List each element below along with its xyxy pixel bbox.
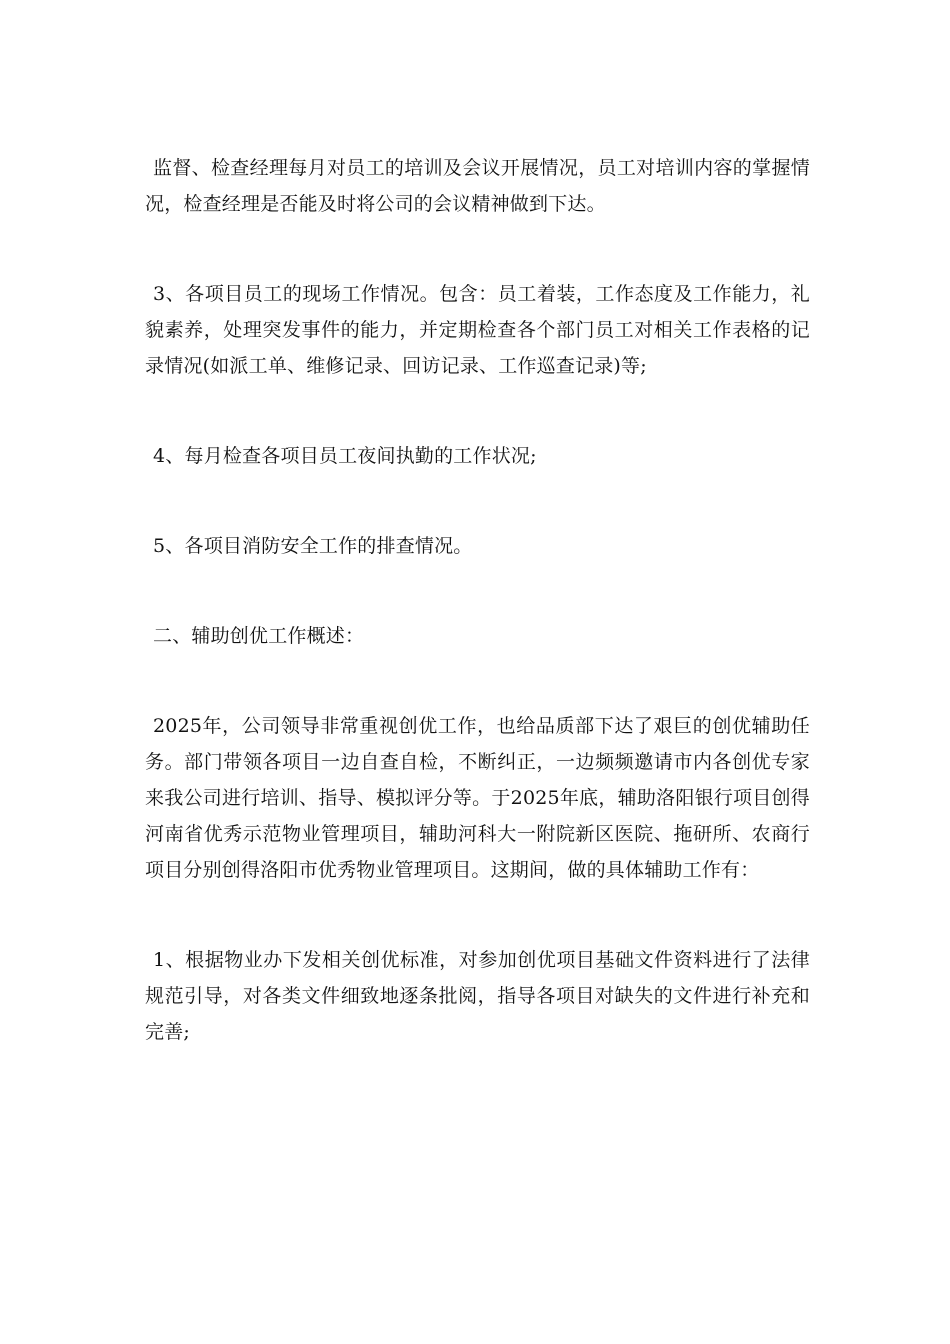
document-body [145,150,810,1050]
paragraph-item-5-fire-safety: 5、各项目消防安全工作的排查情况。 [153,535,473,557]
paragraph-supervision: 监督、检查经理每月对员工的培训及会议开展情况，员工对培训内容的掌握情况，检查经理是否能及时将公司的会议精神做到下达。 [145,157,810,215]
paragraph-2025-overview: 2025年，公司领导非常重视创优工作，也给品质部下达了艰巨的创优辅助任务。部门带领各项目一边自查自检，不断纠正，一边频频邀请市内各创优专家来我公司进行培训、指导、模拟评分等。于2025年底，辅助洛阳银行项目创得河南省优秀示范物业管理项目，辅助河科大一附院新区医院、拖研所、农商行项目分别创得洛阳市优秀物业管理项目。这期间，做的具体辅助工作有： [145,715,810,881]
paragraph-item-4-night-duty: 4、每月检查各项目员工夜间执勤的工作状况; [153,445,537,467]
paragraph-item-1-document-guidance: 1、根据物业办下发相关创优标准，对参加创优项目基础文件资料进行了法律规范引导，对各类文件细致地逐条批阅，指导各项目对缺失的文件进行补充和完善; [145,949,810,1043]
paragraph-item-3-onsite-work: 3、各项目员工的现场工作情况。包含：员工着装，工作态度及工作能力，礼貌素养，处理突发事件的能力，并定期检查各个部门员工对相关工作表格的记录情况(如派工单、维修记录、回访记录、工作巡查记录)等; [145,283,810,377]
section-heading-excellence-support: 二、辅助创优工作概述： [153,625,365,647]
